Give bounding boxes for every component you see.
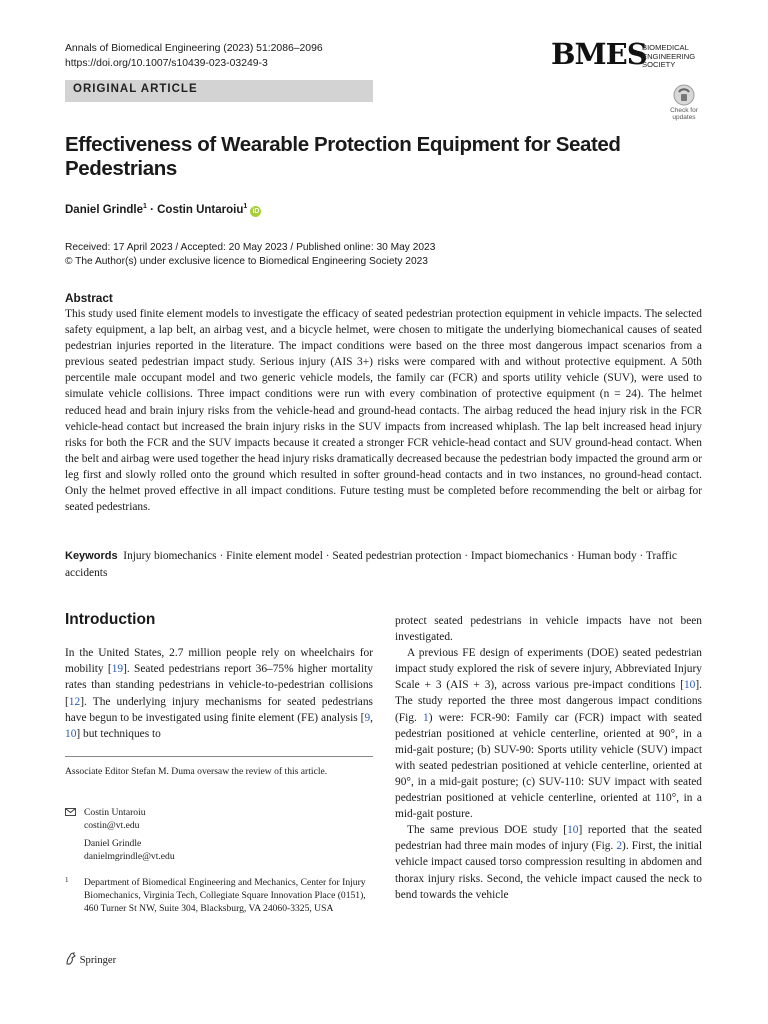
check-updates-line1: Check for bbox=[670, 107, 698, 114]
text-run: , bbox=[370, 711, 373, 724]
citation-link[interactable]: 10 bbox=[683, 679, 696, 692]
publisher-footer bbox=[65, 952, 116, 966]
article-type-label: ORIGINAL ARTICLE bbox=[73, 83, 198, 95]
journal-citation bbox=[65, 41, 323, 71]
editor-note: Associate Editor Stefan M. Duma oversaw the review of this article. bbox=[65, 766, 328, 777]
logo-sub-biomedical: BIOMEDICAL bbox=[642, 43, 689, 52]
contact-block bbox=[65, 806, 373, 863]
author-separator: · bbox=[150, 203, 154, 216]
dates-line: Received: 17 April 2023 / Accepted: 20 May 2023 / Published online: 30 May 2023 bbox=[65, 242, 436, 253]
bmes-logo-subtitle bbox=[642, 44, 695, 70]
contact-name: Daniel Grindle bbox=[84, 838, 142, 849]
contact-email[interactable]: danielmgrindle@vt.edu bbox=[84, 851, 175, 862]
corresponding-contacts bbox=[65, 806, 373, 863]
publication-dates bbox=[65, 241, 435, 269]
copyright-line: © The Author(s) under exclusive licence to Biomedical Engineering Society 2023 bbox=[65, 256, 428, 267]
envelope-icon bbox=[65, 808, 76, 816]
citation-link[interactable]: 19 bbox=[111, 663, 124, 676]
springer-horse-icon bbox=[65, 952, 77, 965]
author-name[interactable]: Daniel Grindle bbox=[65, 203, 143, 216]
paper-title bbox=[65, 133, 625, 181]
article-type-banner bbox=[65, 80, 373, 102]
bmes-logo-word: BMES bbox=[551, 37, 647, 71]
affiliation-number: 1 bbox=[65, 876, 69, 884]
citation-link[interactable]: 10 bbox=[65, 728, 77, 741]
text-run: ]. The study reported the three most dangerous impact conditions (Fig. bbox=[395, 679, 702, 724]
intro-paragraph: protect seated pedestrians in vehicle impacts have not been investigated. bbox=[395, 615, 702, 644]
author-name[interactable]: Costin Untaroiu bbox=[157, 203, 244, 216]
contact-name: Costin Untaroiu bbox=[84, 807, 146, 818]
doi-link[interactable]: https://doi.org/10.1007/s10439-023-03249-3 bbox=[65, 58, 268, 69]
author-affiliation-mark: 1 bbox=[142, 203, 147, 210]
text-run: ) were: FCR-90: Family car (FCR) impact with seated pedestrian positioned at vehicle centerline, oriented at 90°, in a mid-gait posture; (b) SUV-90: Sports utility vehicle (SUV) impact with seated pedestrian positioned at vehicle centerline, oriented at 90°, in a mid-gait posture; (c) SUV-110: SUV impact with seated pedestrian positioned at vehicle centerline, oriented at 110°, in a mid-gait posture. bbox=[395, 711, 702, 821]
text-run: In the United States, 2.7 million people rely on wheelchairs for mobility [ bbox=[65, 647, 373, 676]
citation-link[interactable]: 10 bbox=[567, 824, 579, 837]
title-line-2: Pedestrians bbox=[65, 157, 177, 180]
text-run: ] reported that the seated pedestrian had three main modes of injury (Fig. bbox=[395, 824, 702, 853]
keywords bbox=[65, 548, 702, 581]
intro-left-column bbox=[65, 645, 373, 742]
affiliation-footnote bbox=[65, 876, 373, 915]
citation-link[interactable]: 9 bbox=[364, 711, 371, 724]
check-for-updates-badge[interactable] bbox=[666, 84, 702, 124]
check-updates-icon bbox=[673, 84, 695, 106]
bmes-logo bbox=[551, 37, 703, 74]
affiliation-text: Department of Biomedical Engineering and Mechanics, Center for Injury Biomechanics, Virginia Tech, Collegiate Square Innovation Place (0151), 460 Turner St NW, Suite 304, Blacksburg, VA 24060-3325, USA bbox=[84, 877, 366, 914]
text-run: A previous FE design of experiments (DOE) seated pedestrian impact study explored the risk of severe injury, Abbreviated Injury Scale + 3 (AIS + 3), across various pre-impact conditions [ bbox=[395, 647, 702, 692]
citation-link[interactable]: 12 bbox=[68, 695, 81, 708]
text-run: ]. The underlying injury mechanisms for seated pedestrians have begun to be investigated using finite element (FE) analysis [ bbox=[65, 695, 373, 724]
figure-link[interactable]: 1 bbox=[423, 711, 429, 724]
text-run: ] but techniques to bbox=[76, 728, 161, 741]
intro-paragraph bbox=[395, 645, 702, 822]
text-run: The same previous DOE study [ bbox=[407, 824, 568, 837]
footnote-divider bbox=[65, 756, 373, 757]
text-run: ]. Seated pedestrians report 36–75% higher mortality rates than standing pedestrians in vehicle-to-pedestrian collisions [ bbox=[65, 663, 373, 708]
publisher-name: Springer bbox=[79, 955, 117, 966]
abstract-body: This study used finite element models to investigate the efficacy of seated pedestrian protection equipment in vehicle impacts. The selected safety equipment, a lap belt, an airbag vest, and a bicycle helmet, were chosen to mitigate the underlying biomechanical causes of seated pedestrian injuries reported in the literature. The impact conditions were based on the three most dangerous impact scenarios from a previous seated pedestrian impact study. Serious injury (AIS 3+) risks were compared with and without protective equipment. A 50th percentile male occupant model and two generic vehicle models, the family car (FCR) and sports utility vehicle (SUV), were used to simulate vehicle collisions. Three impact conditions were run with every combination of protective equipment (n = 24). The helmet reduced head and brain injury risks from the vehicle-head and ground-head contacts. The airbag reduced the head injury risk in the FCR vehicle-head contact but increased the brain injury risks in the SUV impacts from increased whiplash. The lap belt increased head injury risks for both the FCR and the SUV impacts because it created a stronger FCR vehicle-head contact and SUV ground-head contact. When the belt and airbag were used together the head injury risks dramatically decreased because the pedestrian body impacted the ground arm or leg first and slowly rolled onto the ground which resulted in softer ground-head contacts and in two instances, no ground-head contact. Only the helmet proved effective in all impact conditions. Future testing must be completed before recommending the belt or airbag for seated pedestrians. bbox=[65, 308, 702, 514]
title-line-1: Effectiveness of Wearable Protection Equipment for Seated bbox=[65, 133, 621, 156]
author-list bbox=[65, 203, 261, 217]
introduction-heading: Introduction bbox=[65, 611, 156, 628]
keywords-label: Keywords bbox=[65, 550, 118, 562]
logo-sub-engineering: ENGINEERING bbox=[642, 51, 696, 61]
intro-paragraph bbox=[395, 822, 702, 902]
author-affiliation-mark: 1 bbox=[243, 203, 248, 210]
intro-paragraph bbox=[65, 645, 373, 742]
figure-link[interactable]: 2 bbox=[616, 840, 623, 853]
keywords-list: Injury biomechanics · Finite element model · Seated pedestrian protection · Impact biomechanics · Human body · Traffic accidents bbox=[65, 550, 677, 579]
contact-email[interactable]: costin@vt.edu bbox=[84, 820, 140, 831]
intro-right-column bbox=[395, 613, 702, 903]
journal-reference: Annals of Biomedical Engineering (2023) 51:2086–2096 bbox=[65, 43, 323, 54]
logo-sub-society: SOCIETY bbox=[642, 60, 676, 70]
orcid-icon[interactable]: iD bbox=[252, 207, 260, 215]
check-updates-text bbox=[666, 107, 702, 121]
text-run: ). First, the initial vehicle impact caused torso compression resulting in abdomen and thorax injury risks. Second, the vehicle impact caused the neck to bend towards the vehicle bbox=[395, 840, 702, 901]
abstract-heading: Abstract bbox=[65, 291, 113, 305]
check-updates-line2: updates bbox=[672, 114, 696, 122]
